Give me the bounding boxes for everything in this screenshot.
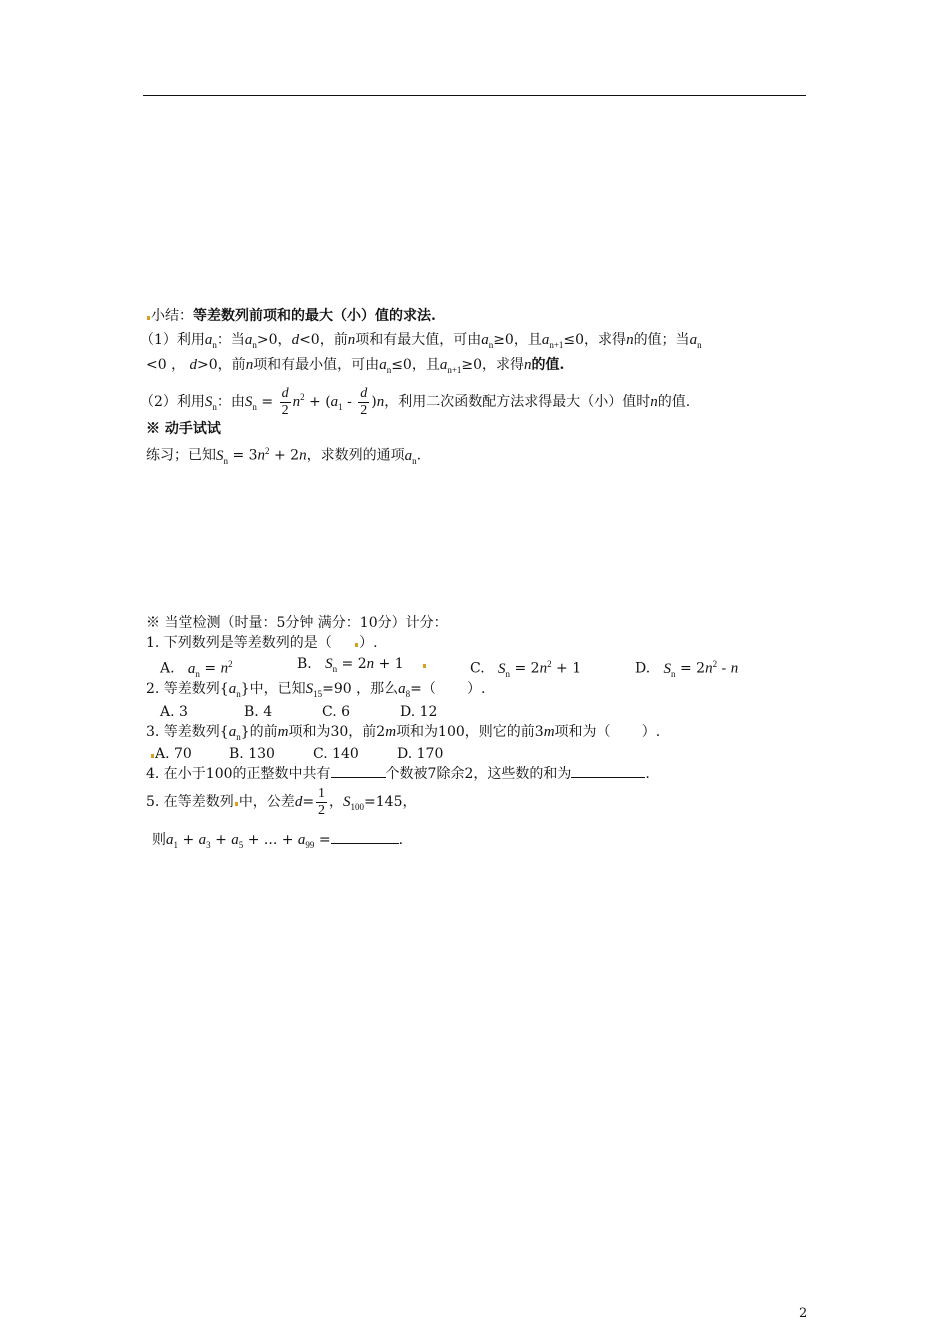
answer-blank[interactable]	[331, 829, 399, 844]
math-d: d	[189, 357, 198, 373]
item1-line2-a: <0 ，	[146, 357, 186, 373]
q3-option-b: B. 130	[229, 746, 275, 762]
q3-c: 项和为30，前2	[288, 724, 386, 740]
item1-line2-e: ≥0，求得	[461, 357, 525, 373]
q2-option-a: A. 3	[160, 704, 188, 720]
mark-dot	[147, 316, 150, 320]
q4-a: 4. 在小于100的正整数中共有	[146, 766, 331, 782]
item1-text-g: 的值；当	[633, 332, 690, 348]
practice-heading: ※ 动手试试	[146, 421, 221, 437]
q2-a: 2. 等差数列{	[146, 681, 229, 697]
item1-text-e: ≥0，且	[493, 332, 542, 348]
q3-d: 项和为100，则它的前3	[396, 724, 544, 740]
item1-text-a: ：当	[216, 332, 245, 348]
math-sn: $S_n$	[204, 394, 217, 412]
math-d: d	[291, 332, 300, 348]
answer-blank[interactable]	[571, 763, 645, 778]
question-1	[146, 634, 378, 652]
practice-end: .	[416, 447, 422, 464]
q3-f: ）.	[641, 724, 661, 740]
q4-b: 个数被7除余2，这些数的和为	[385, 766, 572, 782]
item1-text-b: >0，	[256, 332, 292, 348]
summary-item2-line: （2）利用$S_n$：由$S_n$ = $\frac{d}{2}$ $n^2 + (a_1$ - $\frac{d}{2}$ )n，利用二次函数配方法求得最大（小）值时n的值.	[140, 385, 691, 418]
math-an: $a_n$	[689, 332, 702, 350]
q5-line2-a: 则	[152, 832, 166, 848]
q3-e: 项和为（	[554, 724, 611, 740]
q2-option-d: D. 12	[400, 704, 438, 720]
q3-b: }的前	[240, 724, 278, 740]
question-5-line2: 则$a_1 + a_3 + a_5$ + ... + $a_{99}$ = .	[152, 829, 403, 854]
math-sn: $S_n$	[216, 447, 228, 466]
q2-option-c: C. 6	[322, 704, 351, 720]
check-heading: ※ 当堂检测（时量：5分钟 满分：10分）计分：	[146, 615, 448, 631]
item2-text-a: ：由	[216, 394, 245, 410]
practice-label: 练习；已知	[146, 447, 216, 464]
summary-item1-line1	[140, 331, 702, 354]
q5-a: 5. 在等差数列	[146, 794, 234, 810]
q1-option-a: A. $a_n = n^2$	[160, 659, 233, 679]
q3-option-d: D. 170	[397, 746, 444, 762]
summary-title: 等差数列前项和的最大（小）值的求法.	[193, 308, 436, 324]
answer-blank[interactable]	[331, 763, 386, 778]
item1-text-f: ≤0，求得	[563, 332, 627, 348]
item1-text-c: <0，前	[299, 332, 348, 348]
question-4	[146, 763, 650, 783]
practice-line: 练习；已知$S_n = 3n^2 + 2n$，求数列的通项$a_n$.	[146, 446, 422, 466]
math-an: $a_n$	[204, 332, 217, 350]
math-an: $a_n$	[379, 357, 392, 375]
q2-option-b: B. 4	[244, 704, 273, 720]
q1-option-b: B. $S_n = 2n + 1$	[297, 655, 427, 678]
item1-label: （1）利用	[140, 332, 205, 348]
page-number: 2	[799, 1306, 808, 1321]
math-an1: $a_{n+1}$	[439, 357, 462, 375]
q2-b: }中，已知	[240, 681, 306, 697]
item1-text-d: 项和有最大值，可由	[355, 332, 482, 348]
practice-text: ，求数列的通项	[306, 447, 405, 464]
frac-1-over-2: $\frac{1}{2}$	[318, 785, 326, 818]
math-a1: $a_1$	[330, 394, 343, 412]
q5-line2-c: .	[398, 832, 404, 848]
item1-line2-f: 的值.	[531, 357, 565, 373]
mark-dot	[355, 643, 358, 647]
item2-text-c: 的值.	[657, 394, 691, 410]
item1-line2-b: >0，前	[197, 357, 246, 373]
q3-option-a: A. 70	[150, 745, 192, 763]
math-n2: $n^2$	[292, 392, 305, 410]
frac-d-over-2: $\frac{d}{2}$	[360, 385, 368, 418]
math-n: n	[376, 394, 385, 410]
question-5: 5. 在等差数列 中，公差d= $\frac{1}{2}$ ，$S_{100}=145$，	[146, 785, 417, 818]
math-n: n	[347, 332, 356, 348]
q4-c: .	[645, 766, 650, 782]
summary-title-line	[146, 307, 436, 325]
math-n: n	[245, 357, 254, 373]
question-3: 3. 等差数列$\{a_n\}$的前m项和为30，前2m项和为100，则它的前3m项和为（ ）.	[146, 724, 661, 742]
summary-item1-line2	[146, 356, 564, 379]
q1-end: ）.	[359, 635, 378, 651]
question-2: 2. 等差数列$\{a_n\}$中，已知$S_{15}=90$ ，那么$a_8=$（ ）.	[146, 681, 486, 699]
math-n: n	[650, 394, 658, 410]
q2-c: =90 ，那么	[322, 681, 399, 697]
item2-label: （2）利用	[140, 394, 205, 410]
math-an: $a_n$	[481, 332, 494, 350]
q1-option-c: C. $S_n = 2n^2 + 1$	[470, 659, 582, 679]
q1-option-d: D. $S_n = 2n^2 - n$	[635, 659, 739, 679]
item2-text-b: ，利用二次函数配方法求得最大（小）值时	[384, 394, 651, 410]
math-an: $a_n$	[404, 447, 417, 466]
q5-c: =	[302, 794, 315, 810]
frac-d-over-2: $\frac{d}{2}$	[281, 385, 289, 418]
math-n: n	[524, 357, 532, 373]
math-sn: $S_n$	[244, 394, 257, 412]
q3-a: 3. 等差数列{	[146, 724, 229, 740]
item1-line2-d: ≤0，且	[391, 357, 440, 373]
q5-line2-b: =	[318, 832, 331, 848]
header-rule	[143, 95, 806, 96]
q5-d: ，	[329, 794, 344, 810]
item1-line2-c: 项和有最小值，可由	[253, 357, 380, 373]
math-an: $a_n$	[244, 332, 257, 350]
q1-text: 1. 下列数列是等差数列的是（	[146, 635, 332, 651]
math-an1: $a_{n+1}$	[541, 332, 564, 350]
q5-e: =145，	[364, 794, 417, 810]
math-n: n	[626, 332, 634, 348]
q5-b: 中，公差	[238, 794, 295, 810]
q3-option-c: C. 140	[313, 746, 359, 762]
q2-d: =（	[410, 681, 436, 697]
q2-e: ）.	[467, 681, 486, 697]
summary-prefix: 小结：	[151, 308, 193, 324]
